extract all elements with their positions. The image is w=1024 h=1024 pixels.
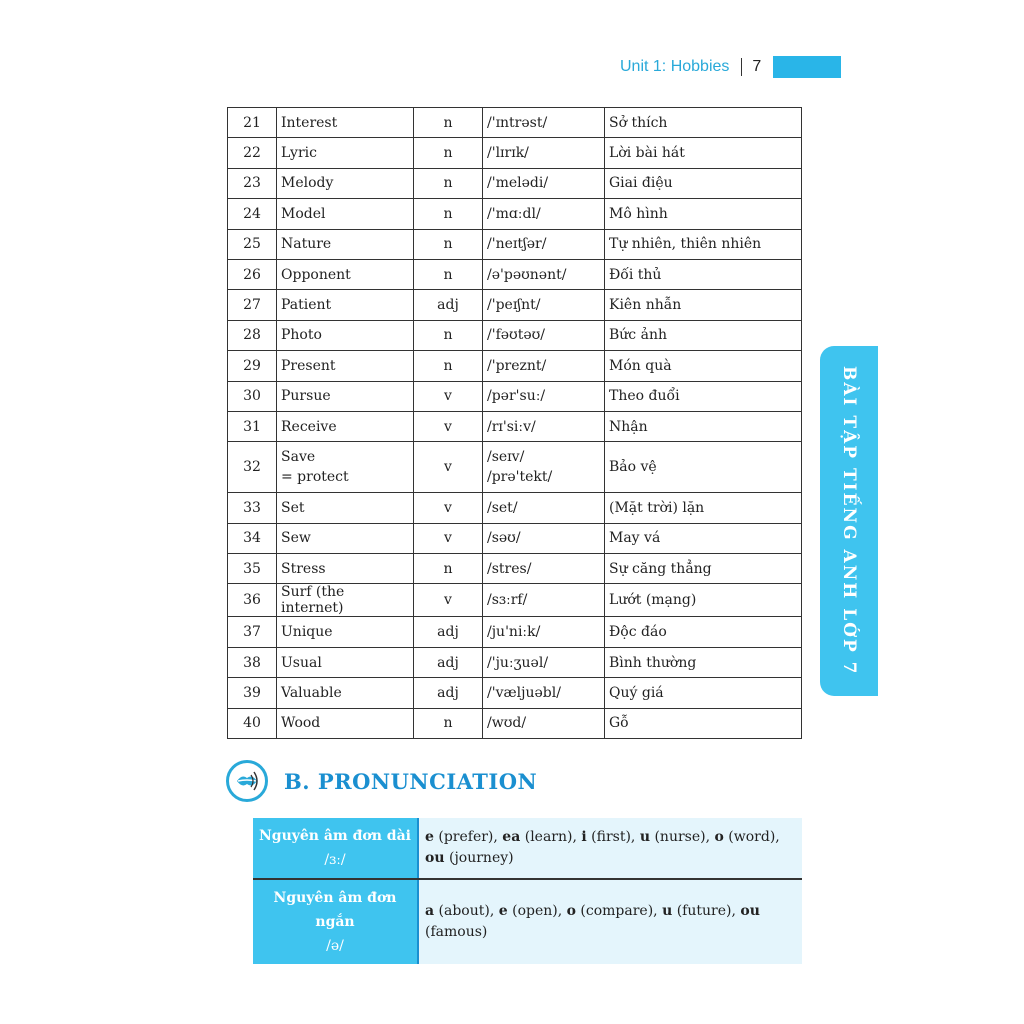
meaning-text: Bảo vệ bbox=[609, 459, 657, 476]
vocab-word bbox=[277, 493, 414, 523]
row-number-text: 31 bbox=[243, 418, 261, 435]
meaning-text: Bức ảnh bbox=[609, 327, 667, 344]
meaning bbox=[605, 411, 802, 441]
vocab-word bbox=[277, 108, 414, 138]
row-number bbox=[228, 493, 277, 523]
table-row bbox=[228, 493, 802, 523]
part-of-speech-text: n bbox=[443, 114, 453, 131]
example-word: (future), bbox=[672, 903, 741, 919]
phonetic bbox=[483, 199, 605, 229]
row-number-text: 33 bbox=[243, 499, 261, 516]
meaning bbox=[605, 554, 802, 584]
phonetic bbox=[483, 678, 605, 708]
spelling-letter: ea bbox=[502, 829, 521, 845]
row-number bbox=[228, 351, 277, 381]
part-of-speech-text: adj bbox=[437, 654, 459, 671]
meaning bbox=[605, 168, 802, 198]
vowel-examples-short bbox=[418, 879, 802, 964]
row-number-text: 34 bbox=[243, 530, 261, 547]
part-of-speech bbox=[414, 259, 483, 289]
spelling-letter: o bbox=[714, 829, 724, 845]
vocabulary-table bbox=[227, 107, 802, 739]
example-word: (about), bbox=[434, 903, 499, 919]
row-number bbox=[228, 647, 277, 677]
row-number-text: 23 bbox=[243, 175, 261, 192]
phonetic-text: /'melədi/ bbox=[487, 175, 549, 192]
meaning bbox=[605, 617, 802, 647]
row-number bbox=[228, 259, 277, 289]
row-number-text: 37 bbox=[243, 624, 261, 641]
vocab-word-text: Wood bbox=[281, 715, 321, 732]
vocab-word bbox=[277, 168, 414, 198]
row-number-text: 38 bbox=[243, 654, 261, 671]
example-word: (first), bbox=[586, 829, 640, 845]
side-tab-label: BÀI TẬP TIẾNG ANH LỚP 7 bbox=[839, 366, 859, 676]
part-of-speech-text: adj bbox=[437, 624, 459, 641]
vocab-word-text: Save bbox=[281, 449, 316, 466]
spelling-letter: o bbox=[566, 903, 576, 919]
table-row bbox=[253, 879, 802, 964]
examples-line bbox=[425, 827, 796, 848]
part-of-speech bbox=[414, 138, 483, 168]
spelling-letter: a bbox=[425, 903, 435, 919]
part-of-speech bbox=[414, 381, 483, 411]
example-word: (famous) bbox=[425, 924, 488, 940]
examples-line bbox=[425, 848, 796, 869]
part-of-speech-text: adj bbox=[437, 297, 459, 314]
row-number bbox=[228, 523, 277, 553]
part-of-speech bbox=[414, 411, 483, 441]
meaning bbox=[605, 493, 802, 523]
phonetic bbox=[483, 523, 605, 553]
part-of-speech bbox=[414, 493, 483, 523]
row-number bbox=[228, 138, 277, 168]
row-number-text: 39 bbox=[243, 684, 261, 701]
pronunciation-table bbox=[253, 818, 802, 964]
table-row bbox=[228, 678, 802, 708]
part-of-speech-text: n bbox=[443, 205, 453, 222]
phonetic bbox=[483, 320, 605, 350]
part-of-speech bbox=[414, 351, 483, 381]
spelling-letter: ou bbox=[425, 850, 445, 866]
vocab-word bbox=[277, 138, 414, 168]
vocab-word bbox=[277, 229, 414, 259]
phonetic bbox=[483, 108, 605, 138]
meaning-text: Quý giá bbox=[609, 684, 664, 701]
spelling-letter: u bbox=[639, 829, 651, 845]
meaning bbox=[605, 320, 802, 350]
part-of-speech bbox=[414, 678, 483, 708]
table-row bbox=[228, 108, 802, 138]
example-word: (open), bbox=[507, 903, 567, 919]
table-row bbox=[228, 381, 802, 411]
phonetic-text: /set/ bbox=[487, 499, 518, 516]
spelling-letter: u bbox=[662, 903, 673, 919]
meaning bbox=[605, 259, 802, 289]
meaning-text: Theo đuổi bbox=[609, 388, 680, 405]
part-of-speech bbox=[414, 199, 483, 229]
table-row bbox=[228, 168, 802, 198]
row-number-text: 22 bbox=[243, 145, 261, 162]
meaning bbox=[605, 678, 802, 708]
part-of-speech-text: v bbox=[444, 459, 452, 476]
vocab-word bbox=[277, 290, 414, 320]
row-number-text: 28 bbox=[243, 327, 261, 344]
phonetic-text: /wʊd/ bbox=[487, 715, 527, 732]
row-number-text: 35 bbox=[243, 560, 261, 577]
meaning bbox=[605, 442, 802, 493]
table-row bbox=[228, 708, 802, 738]
phonetic-text: /səʊ/ bbox=[487, 530, 521, 547]
vocab-word-text: Usual bbox=[281, 654, 322, 671]
table-row bbox=[228, 259, 802, 289]
meaning bbox=[605, 351, 802, 381]
meaning bbox=[605, 199, 802, 229]
meaning bbox=[605, 290, 802, 320]
row-number-text: 21 bbox=[243, 114, 261, 131]
meaning-text: Gỗ bbox=[609, 715, 629, 732]
part-of-speech-text: n bbox=[443, 145, 453, 162]
part-of-speech-text: n bbox=[443, 327, 453, 344]
vocab-word bbox=[277, 584, 414, 617]
vocab-word-text: Sew bbox=[281, 530, 311, 547]
table-row bbox=[228, 138, 802, 168]
vowel-label-text: Nguyên âm đơn ngắn bbox=[273, 890, 397, 930]
phonetic-text: /'væljuəbl/ bbox=[487, 684, 561, 701]
side-tab bbox=[820, 346, 878, 696]
vocab-word bbox=[277, 523, 414, 553]
vocab-word-text: Opponent bbox=[281, 266, 351, 283]
phonetic bbox=[483, 493, 605, 523]
phonetic bbox=[483, 411, 605, 441]
phonetic-text: /'juːʒuəl/ bbox=[487, 654, 549, 671]
section-title: B. PRONUNCIATION bbox=[284, 768, 538, 794]
meaning-text: May vá bbox=[609, 530, 661, 547]
meaning-text: Sở thích bbox=[609, 114, 668, 131]
vowel-symbol: /ɜː/ bbox=[324, 852, 346, 868]
part-of-speech bbox=[414, 647, 483, 677]
phonetic-text: /stres/ bbox=[487, 560, 532, 577]
unit-title: Unit 1: Hobbies bbox=[620, 58, 730, 75]
row-number-text: 26 bbox=[243, 266, 261, 283]
meaning bbox=[605, 229, 802, 259]
row-number-text: 32 bbox=[243, 459, 261, 476]
row-number bbox=[228, 442, 277, 493]
phonetic bbox=[483, 229, 605, 259]
vocab-word-alt-text: = protect bbox=[281, 469, 349, 486]
section-heading bbox=[226, 760, 537, 802]
table-row bbox=[228, 617, 802, 647]
meaning-text: Lướt (mạng) bbox=[609, 592, 697, 609]
meaning-text: (Mặt trời) lặn bbox=[609, 499, 705, 516]
vocab-word bbox=[277, 554, 414, 584]
phonetic bbox=[483, 290, 605, 320]
part-of-speech-text: v bbox=[444, 499, 452, 516]
phonetic bbox=[483, 259, 605, 289]
vocab-word-text: Set bbox=[281, 499, 305, 516]
part-of-speech-text: adj bbox=[437, 684, 459, 701]
phonetic bbox=[483, 168, 605, 198]
table-row bbox=[228, 199, 802, 229]
vocab-word-text: Pursue bbox=[281, 388, 331, 405]
part-of-speech bbox=[414, 229, 483, 259]
part-of-speech bbox=[414, 168, 483, 198]
phonetic-text: /'peɪʃnt/ bbox=[487, 297, 541, 314]
part-of-speech bbox=[414, 554, 483, 584]
vocab-word bbox=[277, 442, 414, 493]
meaning-text: Nhận bbox=[609, 418, 648, 435]
table-row bbox=[228, 351, 802, 381]
vocab-word-text: Unique bbox=[281, 624, 333, 641]
vocab-word bbox=[277, 647, 414, 677]
row-number bbox=[228, 411, 277, 441]
row-number bbox=[228, 168, 277, 198]
meaning bbox=[605, 584, 802, 617]
table-row bbox=[228, 320, 802, 350]
row-number-text: 25 bbox=[243, 236, 261, 253]
vowel-symbol: /ə/ bbox=[326, 938, 344, 954]
vocab-word bbox=[277, 199, 414, 229]
row-number bbox=[228, 290, 277, 320]
meaning-text: Lời bài hát bbox=[609, 145, 685, 162]
row-number bbox=[228, 108, 277, 138]
vocab-word bbox=[277, 617, 414, 647]
example-word: (prefer), bbox=[433, 829, 503, 845]
vowel-label-short bbox=[253, 879, 418, 964]
vowel-label-long bbox=[253, 818, 418, 879]
part-of-speech-text: v bbox=[444, 388, 452, 405]
spelling-letter: e bbox=[498, 903, 508, 919]
vowel-label-text: Nguyên âm đơn dài bbox=[259, 828, 411, 844]
meaning bbox=[605, 523, 802, 553]
example-word: (learn), bbox=[520, 829, 582, 845]
meaning-text: Tự nhiên, thiên nhiên bbox=[609, 236, 762, 253]
part-of-speech-text: v bbox=[444, 418, 452, 435]
phonetic-text: /ju'niːk/ bbox=[487, 624, 541, 641]
part-of-speech bbox=[414, 708, 483, 738]
vocab-word bbox=[277, 320, 414, 350]
meaning-text: Món quà bbox=[609, 357, 672, 374]
row-number-text: 24 bbox=[243, 205, 261, 222]
row-number bbox=[228, 381, 277, 411]
phonetic bbox=[483, 617, 605, 647]
phonetic-text: /ə'pəʊnənt/ bbox=[487, 266, 567, 283]
header-divider bbox=[741, 58, 742, 76]
table-row bbox=[228, 554, 802, 584]
vocab-word-text: Receive bbox=[281, 418, 337, 435]
vocab-word-text: Interest bbox=[281, 114, 338, 131]
row-number bbox=[228, 554, 277, 584]
row-number-text: 36 bbox=[243, 592, 261, 609]
meaning-text: Mô hình bbox=[609, 205, 668, 222]
phonetic-text: /sɜːrf/ bbox=[487, 592, 528, 609]
part-of-speech-text: n bbox=[443, 236, 453, 253]
part-of-speech-text: v bbox=[444, 592, 452, 609]
meaning bbox=[605, 708, 802, 738]
table-row bbox=[228, 647, 802, 677]
phonetic bbox=[483, 584, 605, 617]
row-number bbox=[228, 678, 277, 708]
spelling-letter: i bbox=[581, 829, 587, 845]
row-number-text: 29 bbox=[243, 357, 261, 374]
example-word: (compare), bbox=[575, 903, 663, 919]
examples-line bbox=[425, 901, 796, 943]
vocab-word-text: Present bbox=[281, 357, 336, 374]
example-word: (word), bbox=[723, 829, 780, 845]
page-number: 7 bbox=[752, 58, 762, 75]
lips-sound-icon bbox=[226, 760, 268, 802]
phonetic bbox=[483, 647, 605, 677]
spelling-letter: ou bbox=[740, 903, 760, 919]
vocab-word bbox=[277, 708, 414, 738]
table-row bbox=[228, 523, 802, 553]
part-of-speech bbox=[414, 320, 483, 350]
row-number bbox=[228, 199, 277, 229]
part-of-speech bbox=[414, 290, 483, 320]
part-of-speech-text: v bbox=[444, 530, 452, 547]
part-of-speech bbox=[414, 617, 483, 647]
meaning-text: Bình thường bbox=[609, 654, 697, 671]
table-row bbox=[228, 584, 802, 617]
phonetic bbox=[483, 554, 605, 584]
part-of-speech-text: n bbox=[443, 266, 453, 283]
vocab-word-text: Stress bbox=[281, 560, 326, 577]
example-word: (journey) bbox=[444, 850, 514, 866]
table-row bbox=[228, 229, 802, 259]
meaning-text: Đối thủ bbox=[609, 266, 662, 283]
header-accent-bar bbox=[773, 56, 841, 78]
phonetic bbox=[483, 442, 605, 493]
row-number bbox=[228, 584, 277, 617]
vocab-word-text: Melody bbox=[281, 175, 334, 192]
phonetic-text: /'mɑːdl/ bbox=[487, 205, 541, 222]
vocab-word-text: Photo bbox=[281, 327, 322, 344]
vocab-word-text: Valuable bbox=[281, 684, 342, 701]
phonetic bbox=[483, 138, 605, 168]
table-row bbox=[228, 442, 802, 493]
vocab-word bbox=[277, 381, 414, 411]
meaning-text: Sự căng thẳng bbox=[609, 560, 712, 577]
table-row bbox=[228, 290, 802, 320]
row-number-text: 40 bbox=[243, 715, 261, 732]
part-of-speech-text: n bbox=[443, 715, 453, 732]
part-of-speech bbox=[414, 442, 483, 493]
meaning bbox=[605, 647, 802, 677]
phonetic-alt-text: /prə'tekt/ bbox=[487, 469, 553, 486]
row-number bbox=[228, 708, 277, 738]
phonetic-text: /'preznt/ bbox=[487, 357, 547, 374]
meaning bbox=[605, 108, 802, 138]
row-number bbox=[228, 320, 277, 350]
page-header bbox=[620, 54, 841, 80]
vocab-word bbox=[277, 351, 414, 381]
vocab-word bbox=[277, 411, 414, 441]
phonetic-text: /'neɪtʃər/ bbox=[487, 236, 547, 253]
row-number-text: 30 bbox=[243, 388, 261, 405]
part-of-speech bbox=[414, 108, 483, 138]
meaning-text: Kiên nhẫn bbox=[609, 297, 682, 314]
part-of-speech-text: n bbox=[443, 175, 453, 192]
phonetic-text: /'lɪrɪk/ bbox=[487, 145, 529, 162]
meaning bbox=[605, 138, 802, 168]
part-of-speech bbox=[414, 584, 483, 617]
table-row bbox=[253, 818, 802, 879]
spelling-letter: e bbox=[425, 829, 434, 845]
meaning-text: Giai điệu bbox=[609, 175, 673, 192]
vowel-examples-long bbox=[418, 818, 802, 879]
phonetic-text: /rɪ'siːv/ bbox=[487, 418, 536, 435]
vocab-word-text: Nature bbox=[281, 236, 332, 253]
vocab-word bbox=[277, 678, 414, 708]
meaning-text: Độc đáo bbox=[609, 624, 667, 641]
row-number bbox=[228, 617, 277, 647]
phonetic-text: /pər'suː/ bbox=[487, 388, 546, 405]
vocab-word-text: Model bbox=[281, 205, 326, 222]
phonetic-text: /'fəʊtəʊ/ bbox=[487, 327, 546, 344]
example-word: (nurse), bbox=[650, 829, 715, 845]
phonetic bbox=[483, 351, 605, 381]
part-of-speech-text: n bbox=[443, 357, 453, 374]
table-row bbox=[228, 411, 802, 441]
meaning bbox=[605, 381, 802, 411]
vocab-word bbox=[277, 259, 414, 289]
vocab-word-text: Surf (the internet) bbox=[281, 584, 345, 617]
row-number bbox=[228, 229, 277, 259]
phonetic bbox=[483, 708, 605, 738]
phonetic bbox=[483, 381, 605, 411]
phonetic-text: /seɪv/ bbox=[487, 449, 525, 466]
phonetic-text: /'ɪntrəst/ bbox=[487, 114, 548, 131]
part-of-speech-text: n bbox=[443, 560, 453, 577]
part-of-speech bbox=[414, 523, 483, 553]
vocab-word-text: Patient bbox=[281, 297, 332, 314]
row-number-text: 27 bbox=[243, 297, 261, 314]
vocab-word-text: Lyric bbox=[281, 145, 317, 162]
